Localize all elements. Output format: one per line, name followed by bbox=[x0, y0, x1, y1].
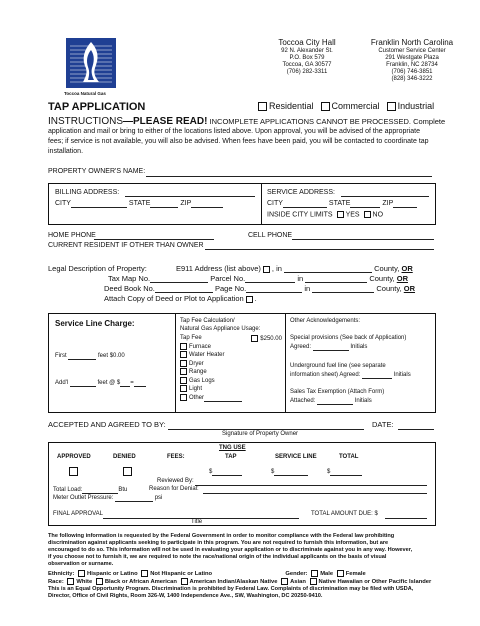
current-resident-field[interactable] bbox=[205, 242, 434, 250]
parcel-field[interactable] bbox=[245, 275, 295, 283]
furnace-checkbox[interactable] bbox=[180, 343, 187, 350]
ethnicity-label: Ethnicity: bbox=[48, 571, 75, 578]
service-line-addl-row bbox=[55, 379, 146, 387]
service-state-field[interactable] bbox=[350, 200, 380, 208]
not-hispanic-checkbox[interactable] bbox=[141, 570, 148, 577]
disclaimer-line: encouraged to do so. This information will not be used in evaluating your application or to discriminate against you in any way. However, bbox=[48, 547, 413, 553]
american-indian-checkbox[interactable] bbox=[181, 578, 188, 585]
equals-label: = bbox=[130, 380, 134, 386]
residential-label: Residential bbox=[269, 101, 314, 111]
instructions-line: installation. bbox=[48, 148, 84, 155]
billing-address-field[interactable] bbox=[125, 189, 255, 197]
address-divider bbox=[261, 184, 262, 224]
addl-label: Add'l bbox=[55, 380, 69, 386]
underground-line-text: Underground fuel line (see separate bbox=[290, 363, 386, 369]
special-provisions-text: Special provisions (See back of Application) bbox=[290, 335, 407, 341]
asian-label: Asian bbox=[290, 579, 306, 586]
county-label: County, bbox=[374, 264, 400, 273]
e911-checkbox[interactable] bbox=[263, 266, 270, 273]
attached-label: Attached: bbox=[290, 398, 316, 404]
date-field[interactable] bbox=[398, 421, 434, 430]
gender-label: Gender: bbox=[285, 571, 308, 578]
underground-agree-row bbox=[290, 371, 411, 379]
meter-pressure-label: Meter Outlet Pressure: bbox=[53, 495, 114, 501]
sales-tax-text: Sales Tax Exemption (Attach Form) bbox=[290, 389, 385, 395]
special-initials-field[interactable] bbox=[313, 343, 349, 351]
feet-at-label: feet @ $ bbox=[97, 380, 121, 386]
water-heater-label: Water Heater bbox=[189, 352, 225, 359]
billing-city-field[interactable] bbox=[71, 200, 127, 208]
toccoa-address-line: Toccoa, GA 30577 bbox=[282, 62, 332, 68]
total-amount-row bbox=[327, 468, 362, 476]
tap-fee-label: Tap Fee bbox=[180, 335, 202, 341]
initials-label: Initials bbox=[393, 372, 411, 378]
attach-deed-checkbox[interactable] bbox=[246, 296, 253, 303]
total-column: TOTAL bbox=[339, 454, 359, 460]
title-caption: Title bbox=[191, 519, 203, 525]
tax-county-field[interactable] bbox=[305, 275, 367, 283]
service-city-label: CITY bbox=[267, 200, 283, 207]
reason-denial-field[interactable] bbox=[203, 486, 427, 494]
total-amount-due-field[interactable] bbox=[385, 511, 427, 519]
toccoa-office-title: Toccoa City Hall bbox=[278, 38, 336, 47]
franklin-phone: (706) 746-3851 bbox=[391, 69, 433, 75]
male-label: Male bbox=[320, 571, 334, 578]
instructions-heading: INSTRUCTIONS bbox=[48, 116, 123, 127]
owner-name-field[interactable] bbox=[146, 168, 432, 177]
gas-logs-label: Gas Logs bbox=[189, 378, 215, 385]
toccoa-office bbox=[262, 38, 352, 76]
initials-label: Initials bbox=[354, 398, 372, 404]
race-label: Race: bbox=[48, 579, 64, 586]
service-line-title: Service Line Charge: bbox=[55, 319, 135, 328]
service-zip-field[interactable] bbox=[393, 200, 417, 208]
dryer-checkbox[interactable] bbox=[180, 360, 187, 367]
instructions-line: application and mail or bring to either of the locations listed above. Upon approval, you will be advised of the appropriate bbox=[48, 128, 421, 135]
instructions-complete: Complete bbox=[410, 117, 446, 126]
signature-caption: Signature of Property Owner bbox=[222, 431, 299, 437]
appliance-item bbox=[178, 368, 242, 376]
fees-label: FEES: bbox=[167, 454, 185, 460]
agreed-label: Agreed: bbox=[290, 344, 312, 350]
instructions bbox=[48, 114, 448, 157]
address-box bbox=[48, 183, 436, 225]
reason-denial-label: Reason for Denial: bbox=[149, 486, 199, 492]
sales-tax-attached-row bbox=[290, 397, 372, 405]
american-indian-label: American Indian/Alaskan Native bbox=[189, 579, 278, 586]
commercial-label: Commercial bbox=[331, 101, 380, 111]
feet-label: feet bbox=[98, 353, 109, 359]
franklin-address-line: Customer Service Center bbox=[378, 48, 446, 54]
logo-caption: Toccoa Natural Gas bbox=[64, 91, 106, 96]
light-label: Light bbox=[189, 386, 203, 393]
attach-deed-label: Attach Copy of Deed or Plot to Application bbox=[104, 294, 244, 303]
appliance-item bbox=[178, 351, 242, 359]
black-checkbox[interactable] bbox=[96, 578, 103, 585]
commercial-checkbox[interactable] bbox=[321, 102, 330, 111]
service-address-label: SERVICE ADDRESS: bbox=[267, 189, 335, 196]
disclaimer-line: The following information is requested by the Federal Government in order to monitor compliance with the Federal law prohibiting bbox=[48, 533, 395, 539]
inside-city-limits-label: INSIDE CITY LIMITS bbox=[267, 211, 333, 219]
total-load-field[interactable] bbox=[82, 486, 118, 494]
residential-checkbox[interactable] bbox=[258, 102, 267, 111]
tap-fee-usage-heading: Natural Gas Appliance Usage: bbox=[180, 326, 261, 332]
franklin-office-title: Franklin North Carolina bbox=[370, 38, 454, 47]
application-type-options bbox=[256, 101, 434, 111]
billing-zip-label: ZIP bbox=[180, 200, 192, 207]
franklin-address-line: 291 Westgate Plaza bbox=[385, 55, 439, 61]
toccoa-address-line: P.O. Box 579 bbox=[289, 55, 325, 61]
disclaimer-line: if you choose not to furnish it, we are required to note the race/national origin of the individual applicants on the basis of visual bbox=[48, 554, 387, 560]
first-feet-field[interactable] bbox=[68, 352, 96, 360]
parcel-label: Parcel No. bbox=[210, 274, 246, 283]
appliance-item bbox=[178, 343, 242, 351]
or-label: OR bbox=[401, 264, 413, 273]
deed-book-row bbox=[104, 285, 415, 293]
billing-zip-field[interactable] bbox=[191, 200, 223, 208]
appliance-item bbox=[178, 394, 242, 402]
disclaimer-line: observation or surname. bbox=[48, 561, 114, 567]
service-line-column: SERVICE LINE bbox=[275, 454, 317, 460]
tap-fee-checkbox[interactable] bbox=[251, 335, 258, 342]
white-checkbox[interactable] bbox=[67, 578, 74, 585]
tap-fee-calc-heading: Tap Fee Calculation/ bbox=[180, 318, 235, 324]
approved-label: APPROVED bbox=[57, 454, 91, 460]
race-row bbox=[48, 578, 431, 586]
final-approval-label: FINAL APPROVAL bbox=[53, 511, 104, 517]
service-zip-label: ZIP bbox=[382, 200, 394, 207]
first-amount: $0.00 bbox=[109, 353, 125, 359]
inside-city-yes-checkbox[interactable] bbox=[337, 211, 344, 218]
other-checkbox[interactable] bbox=[180, 394, 187, 401]
inside-city-limits-row bbox=[267, 211, 383, 219]
flame-logo-icon bbox=[66, 38, 116, 88]
industrial-label: Industrial bbox=[397, 101, 435, 111]
total-load-row bbox=[53, 486, 127, 494]
toccoa-phone: (706) 282-3311 bbox=[286, 69, 328, 75]
not-hispanic-label: Not Hispanic or Latino bbox=[150, 571, 213, 578]
tax-map-field[interactable] bbox=[150, 275, 208, 283]
toccoa-address-line: 92 N. Alexander St. bbox=[281, 48, 333, 54]
industrial-checkbox[interactable] bbox=[387, 102, 396, 111]
psi-label: psi bbox=[154, 495, 163, 501]
initials-label: Initials bbox=[350, 344, 368, 350]
attach-deed-row: Attach Copy of Deed or Plot to Application . bbox=[104, 294, 257, 303]
service-city-row bbox=[267, 200, 417, 208]
appliance-item bbox=[178, 377, 242, 385]
special-provisions-agree-row bbox=[290, 343, 367, 351]
total-load-label: Total Load: bbox=[53, 487, 83, 493]
instructions-line: fees; if service is not available, you will also be advised. When fees have been paid, you will be contacted to coordinate tap bbox=[48, 138, 429, 145]
eoe-line: Director, Office of Civil Rights, Room 326-W, 1400 Independence Ave., SW, Washington, DC 20250-9410. bbox=[48, 593, 323, 599]
legal-description-label: Legal Description of Property: bbox=[48, 264, 147, 273]
disclaimer-line: discrimination against applicants seeking to participate in this program. You are not required to furnish this information, but are bbox=[48, 540, 389, 546]
franklin-office bbox=[362, 38, 462, 83]
e911-county-field[interactable] bbox=[284, 265, 372, 273]
eoe-line: This is an Equal Opportunity Program. Discrimination is prohibited by Federal Law. Complaints of discrimination may be filed with USDA, bbox=[48, 586, 414, 592]
denied-checkbox[interactable] bbox=[123, 467, 132, 476]
billing-city-label: CITY bbox=[55, 200, 71, 207]
denied-label: DENIED bbox=[113, 454, 136, 460]
meter-pressure-field[interactable] bbox=[115, 494, 153, 502]
tap-amount-field[interactable] bbox=[212, 468, 242, 476]
in-label: in bbox=[304, 284, 311, 293]
deed-county-field[interactable] bbox=[312, 285, 374, 293]
tap-column: TAP bbox=[225, 454, 237, 460]
inside-city-no-checkbox[interactable] bbox=[364, 211, 371, 218]
charges-box bbox=[48, 313, 436, 413]
home-phone-field[interactable] bbox=[94, 232, 214, 240]
underground-initials-field[interactable] bbox=[362, 371, 392, 379]
service-line-amount-row bbox=[271, 468, 308, 476]
appliance-list bbox=[178, 343, 242, 402]
charges-divider bbox=[285, 314, 286, 412]
dollar-sign: $ bbox=[271, 469, 275, 475]
yes-label: YES bbox=[345, 211, 360, 219]
billing-address-label: BILLING ADDRESS: bbox=[55, 189, 120, 196]
home-phone-label: HOME PHONE bbox=[48, 232, 96, 239]
other-label: Other bbox=[189, 394, 205, 401]
county-label: County, bbox=[369, 274, 395, 283]
instructions-warning: INCOMPLETE APPLICATIONS CANNOT BE PROCESSED. bbox=[207, 117, 411, 126]
total-amount-field[interactable] bbox=[330, 468, 362, 476]
hispanic-checkbox[interactable] bbox=[78, 570, 85, 577]
meter-pressure-row bbox=[53, 494, 162, 502]
or-label: OR bbox=[396, 274, 408, 283]
ethnicity-row bbox=[48, 570, 366, 578]
attached-initials-field[interactable] bbox=[317, 397, 353, 405]
no-label: NO bbox=[372, 211, 384, 219]
tax-map-label: Tax Map No. bbox=[108, 274, 151, 283]
female-checkbox[interactable] bbox=[337, 570, 344, 577]
addl-total-field[interactable] bbox=[134, 379, 146, 387]
e911-row: E911 Address (list above) , in County, OR bbox=[176, 264, 413, 273]
tap-fee-amount-row bbox=[209, 468, 242, 476]
furnace-label: Furnace bbox=[189, 344, 212, 351]
dollar-sign: $ bbox=[209, 469, 213, 475]
in-label: in bbox=[276, 264, 282, 273]
date-label: DATE: bbox=[372, 420, 394, 429]
female-label: Female bbox=[345, 571, 366, 578]
e911-label: E911 Address (list above) bbox=[176, 264, 261, 273]
service-city-field[interactable] bbox=[283, 200, 327, 208]
asian-checkbox[interactable] bbox=[281, 578, 288, 585]
billing-state-label: STATE bbox=[128, 200, 151, 207]
btu-label: Btu bbox=[118, 487, 128, 493]
owner-name-label: PROPERTY OWNER'S NAME: bbox=[48, 168, 146, 175]
franklin-address-line: Franklin, NC 28734 bbox=[386, 62, 438, 68]
male-checkbox[interactable] bbox=[311, 570, 318, 577]
charges-divider bbox=[175, 314, 176, 412]
service-state-label: STATE bbox=[328, 200, 351, 207]
please-read: —PLEASE READ! bbox=[123, 116, 208, 127]
dryer-label: Dryer bbox=[189, 361, 204, 368]
approved-checkbox[interactable] bbox=[69, 467, 78, 476]
appliance-item bbox=[178, 385, 242, 393]
pacific-islander-label: Native Hawaiian or Other Pacific Islander bbox=[318, 579, 432, 586]
service-line-amount-field[interactable] bbox=[274, 468, 308, 476]
cell-phone-field[interactable] bbox=[292, 232, 434, 240]
underground-agreed-label: information sheet) Agreed: bbox=[290, 372, 361, 378]
office-use-header: TNG USE bbox=[219, 445, 246, 451]
range-label: Range bbox=[189, 369, 207, 376]
dollar-sign: $ bbox=[327, 469, 331, 475]
cell-phone-label: CELL PHONE bbox=[248, 232, 293, 239]
billing-state-field[interactable] bbox=[150, 200, 178, 208]
range-checkbox[interactable] bbox=[180, 368, 187, 375]
page-label: Page No. bbox=[214, 284, 247, 293]
deed-book-label: Deed Book No. bbox=[104, 284, 155, 293]
signature-field[interactable] bbox=[168, 421, 364, 430]
acknowledgements-title: Other Acknowledgements: bbox=[290, 318, 361, 324]
appliance-item bbox=[178, 360, 242, 368]
county-label: County, bbox=[376, 284, 402, 293]
franklin-phone: (828) 346-3222 bbox=[391, 76, 433, 82]
white-label: White bbox=[76, 579, 93, 586]
rate-field[interactable] bbox=[120, 379, 130, 387]
or-label: OR bbox=[403, 284, 416, 293]
black-label: Black or African American bbox=[104, 579, 177, 586]
other-field[interactable] bbox=[204, 394, 242, 402]
total-amount-due-label: TOTAL AMOUNT DUE: $ bbox=[311, 511, 378, 517]
gas-logs-checkbox[interactable] bbox=[180, 377, 187, 384]
hispanic-label: Hispanic or Latino bbox=[87, 571, 138, 578]
federal-disclaimer bbox=[48, 533, 448, 568]
pacific-islander-checkbox[interactable] bbox=[310, 578, 317, 585]
water-heater-checkbox[interactable] bbox=[180, 351, 187, 358]
reviewed-by-label: Reviewed By: bbox=[157, 478, 194, 484]
addl-feet-field[interactable] bbox=[70, 379, 96, 387]
in-label: in bbox=[297, 274, 304, 283]
page-title: TAP APPLICATION bbox=[48, 101, 146, 113]
service-address-field[interactable] bbox=[341, 189, 429, 197]
accepted-label: ACCEPTED AND AGREED TO BY: bbox=[48, 420, 166, 429]
tax-map-row bbox=[108, 275, 408, 283]
service-line-first-row bbox=[55, 352, 125, 360]
final-approval-field[interactable] bbox=[103, 511, 299, 519]
light-checkbox[interactable] bbox=[180, 385, 187, 392]
tap-fee-amount: $250.00 bbox=[260, 336, 282, 343]
billing-city-row bbox=[55, 200, 223, 208]
first-label: First bbox=[55, 353, 67, 359]
deed-book-field[interactable] bbox=[155, 285, 213, 293]
page-field[interactable] bbox=[246, 285, 302, 293]
reviewed-by-field[interactable] bbox=[195, 478, 427, 486]
equal-opportunity-statement bbox=[48, 586, 413, 600]
current-resident-label: CURRENT RESIDENT IF OTHER THAN OWNER bbox=[48, 242, 204, 249]
company-logo bbox=[66, 38, 116, 88]
tap-fee-row bbox=[180, 335, 282, 342]
office-use-box bbox=[48, 442, 436, 526]
owner-name-row bbox=[48, 168, 145, 176]
